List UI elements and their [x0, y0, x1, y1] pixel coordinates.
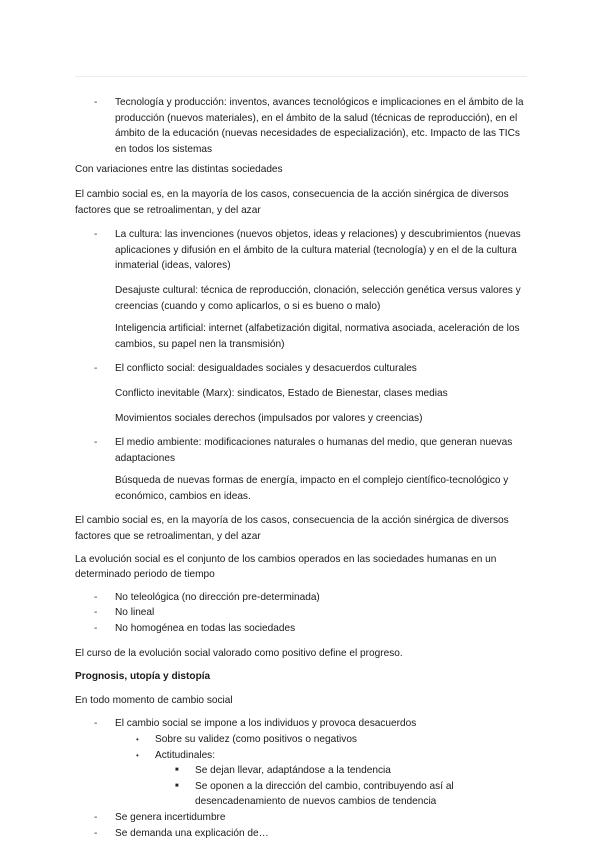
- list-item-culture: - La cultura: las invenciones (nuevos objetos, ideas y relaciones) y descubrimientos (nuevas aplicaciones y difusión en el ámbito de la cultura material (tecnología) y en el de la cultura inmaterial (ideas, valores): [75, 227, 530, 274]
- list-item-social-conflict: - El conflicto social: desigualdades sociales y desacuerdos culturales: [75, 361, 530, 377]
- list-item-imposes: - El cambio social se impone a los individuos y provoca desacuerdos: [75, 716, 530, 732]
- document-body: [75, 95, 530, 841]
- sub-list-item-validity: • Sobre su validez (como positivos o negativos: [75, 732, 530, 748]
- paragraph-variations: Con variaciones entre las distintas sociedades: [75, 164, 283, 176]
- list-item-explanation: - Se demanda una explicación de…: [75, 826, 530, 842]
- page-top-rule: [75, 76, 527, 77]
- paragraph-progress: El curso de la evolución social valorado como positivo define el progreso.: [75, 647, 403, 659]
- sub-paragraph-social-movements: Movimientos sociales derechos (impulsados por valores y creencias): [115, 412, 423, 424]
- sub-paragraph-inevitable-conflict: Conflicto inevitable (Marx): sindicatos, Estado de Bienestar, clases medias: [115, 387, 448, 399]
- sub-sub-list-item-adapt: ■ Se dejan llevar, adaptándose a la tendencia: [75, 763, 530, 779]
- paragraph-evolution-definition: La evolución social es el conjunto de los cambios operados en las sociedades humanas en un determinado periodo de tiempo: [75, 553, 497, 581]
- list-item-environment: - El medio ambiente: modificaciones naturales o humanas del medio, que generan nuevas adaptaciones: [75, 435, 530, 466]
- list-item: - No homogénea en todas las sociedades: [75, 621, 530, 637]
- paragraph-every-moment: En todo momento de cambio social: [75, 694, 233, 706]
- sub-list-item-attitudes: • Actitudinales:: [75, 748, 530, 764]
- paragraph-social-change: El cambio social es, en la mayoría de los casos, consecuencia de la acción sinérgica de diversos factores que se retroalimentan, y del azar: [75, 188, 509, 216]
- sub-sub-list-item-oppose: ■ Se oponen a la dirección del cambio, contribuyendo así al desencadenamiento de nuevos cambios de tendencia: [75, 779, 530, 810]
- list-item: - No teleológica (no dirección pre-determinada): [75, 590, 530, 606]
- list-item: - No lineal: [75, 605, 530, 621]
- sub-paragraph-artificial-intelligence: Inteligencia artificial: internet (alfabetización digital, normativa asociada, aceleración de los cambios, su papel nen la transmisión): [115, 323, 520, 350]
- list-item-uncertainty: - Se genera incertidumbre: [75, 810, 530, 826]
- sub-paragraph-cultural-gap: Desajuste cultural: técnica de reproducción, clonación, selección genética versus valores y creencias (cuando y como aplicarlos, o si es bueno o malo): [115, 284, 521, 312]
- evolution-traits-list: [75, 590, 530, 637]
- paragraph-social-change-repeat: El cambio social es, en la mayoría de los casos, consecuencia de la acción sinérgica de diversos factores que se retroalimentan, y del azar: [75, 515, 509, 543]
- section-heading: Prognosis, utopía y distopía: [75, 671, 211, 683]
- sub-paragraph-energy: Búsqueda de nuevas formas de energía, impacto en el complejo científico-tecnológico y económico, cambios en ideas.: [115, 475, 509, 502]
- list-item-technology: - Tecnología y producción: inventos, avances tecnológicos e implicaciones en el ámbito de la producción (nuevos materiales), en el ámbito de la salud (técnicas de reproducción), en el ámbito de la educación (nuevas necesidades de especialización), etc. Impacto de las TICs en todos los sistemas: [75, 95, 530, 157]
